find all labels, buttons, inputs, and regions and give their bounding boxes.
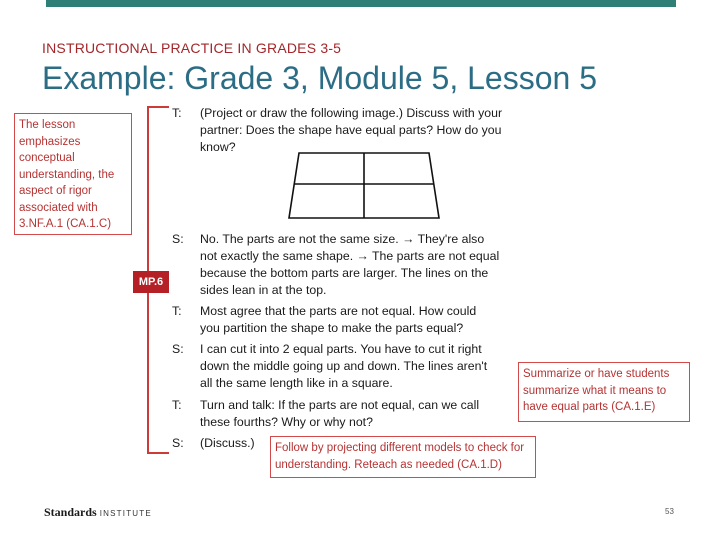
logo-institute-text: INSTITUTE — [99, 509, 152, 518]
speaker-label: T: — [172, 398, 182, 412]
standards-institute-logo — [44, 505, 152, 520]
dialogue-text: Turn and talk: If the parts are not equal, can we call these fourths? Why or why not? — [200, 398, 480, 429]
speaker-label: T: — [172, 304, 182, 318]
dialogue-text: (Discuss.) — [200, 436, 255, 450]
speaker-label: S: — [172, 232, 184, 246]
speaker-label: T: — [172, 106, 182, 120]
dialogue-text: (Project or draw the following image.) Discuss with your partner: Does the shape have equal parts? How do you know? — [200, 106, 503, 154]
mp6-badge: MP.6 — [133, 271, 169, 293]
slide-title: Example: Grade 3, Module 5, Lesson 5 — [42, 60, 597, 96]
callout-conceptual-understanding: The lesson emphasizes conceptual understanding, the aspect of rigor associated with 3.NF.A.1 (CA.1.C) — [14, 113, 132, 235]
dialogue-text: I can cut it into 2 equal parts. You have to cut it right down the middle going up and down. The lines aren't all the same length like in a square. — [200, 342, 488, 390]
dialogue-text: Most agree that the parts are not equal. How could you partition the shape to make the parts equal? — [200, 304, 477, 335]
section-kicker: INSTRUCTIONAL PRACTICE IN GRADES 3-5 — [42, 40, 342, 56]
top-accent-bar — [46, 0, 676, 7]
callout-equal-parts: Summarize or have students summarize what it means to have equal parts (CA.1.E) — [518, 362, 690, 422]
callout-reteach: Follow by projecting different models to check for understanding. Reteach as needed (CA.1.D) — [270, 436, 536, 478]
trapezoid-partition-figure — [286, 150, 446, 222]
speaker-label: S: — [172, 436, 184, 450]
speaker-label: S: — [172, 342, 184, 356]
logo-brand-text: Standards — [44, 505, 97, 519]
dialogue-text: No. The parts are not the same size. → They're also not exactly the same shape. → The parts are not equal because the bottom parts are larger. The lines on the sides lean in at the top. — [200, 232, 500, 297]
page-number: 53 — [665, 507, 674, 516]
